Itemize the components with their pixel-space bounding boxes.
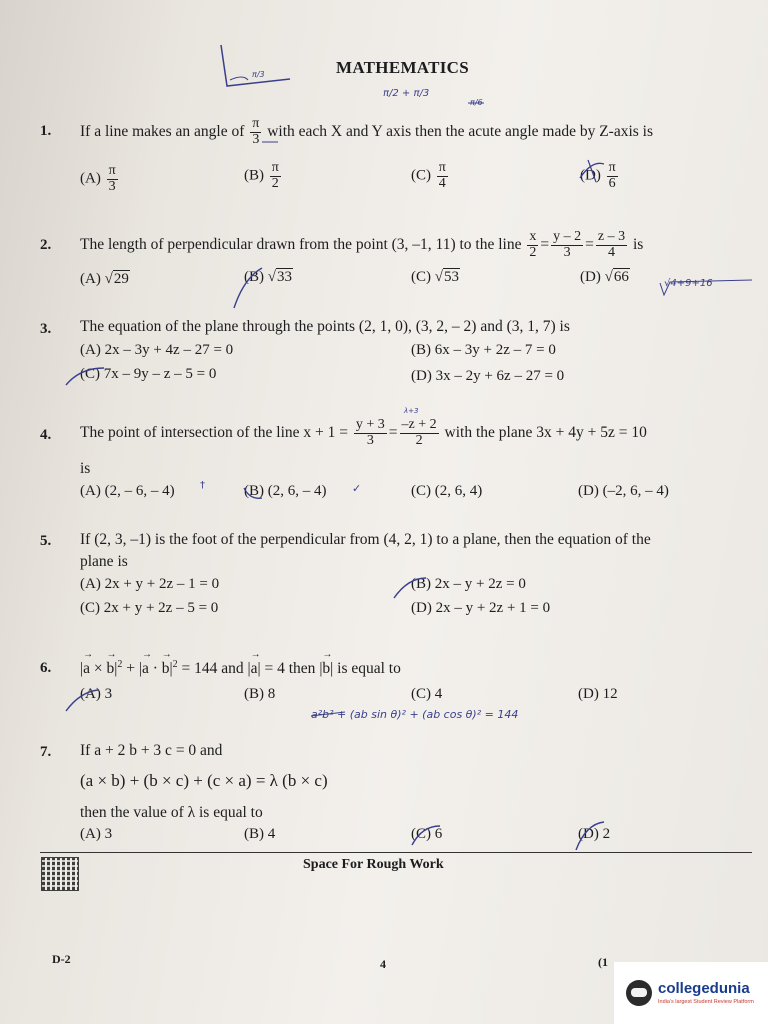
brand-tagline: India's largest Student Review Platform — [658, 999, 754, 1005]
handwritten-note: π/3 — [252, 70, 265, 79]
fraction-denominator: 4 — [438, 175, 446, 191]
option-text: 3x – 2y + 6z – 27 = 0 — [435, 368, 565, 384]
handwritten-note: π/6 — [470, 98, 483, 107]
question-text: |→ a × → $b|^2$ + |→ a · → $b|^2 = 144$ and |→ a| = 4 then |→ b| is equal to — [80, 659, 401, 678]
option-label: (B) — [244, 826, 264, 842]
question-text-line-2: is — [80, 460, 91, 477]
option-text: 6x – 3y + 2z – 7 = 0 — [434, 342, 556, 358]
question-text-part: is — [632, 235, 644, 253]
option-text: 6 — [434, 826, 443, 842]
option-text: 3 — [104, 686, 113, 702]
option-label: (B) — [411, 342, 431, 358]
option-label: (D) — [580, 269, 601, 285]
option-text: 2x – y + 2z = 0 — [434, 576, 526, 592]
question-number: 7. — [40, 744, 52, 760]
option-label: (A) — [80, 342, 101, 358]
question-text-part: is equal to — [337, 660, 401, 678]
page-number: 4 — [380, 957, 386, 971]
fraction-denominator: 2 — [271, 175, 279, 191]
option-label: (A) — [80, 686, 101, 702]
fraction-numerator: π — [271, 160, 279, 175]
question-text: If a + 2 b + 3 c = 0 and — [80, 742, 223, 759]
fraction-denominator: 3 — [366, 432, 374, 448]
option-label: (A) — [80, 576, 101, 592]
option-text: 2x + y + 2z – 5 = 0 — [103, 600, 219, 616]
option-label: (D) — [411, 368, 432, 384]
question-text: The equation of the plane through the points (2, 1, 0), (3, 2, – 2) and (3, 1, 7) is — [80, 318, 570, 335]
question-text: If (2, 3, –1) is the foot of the perpendicular from (4, 2, 1) to a plane, then the equation of the — [80, 531, 651, 548]
option-label: (A) — [80, 483, 101, 499]
option-text: 4 — [434, 686, 443, 702]
option-label: (C) — [411, 269, 431, 285]
question-text-part: The point of intersection of the line x + 1 = — [80, 423, 349, 441]
option-label: (D) — [580, 167, 601, 184]
square-root: √33 — [267, 269, 292, 285]
collegedunia-logo-icon — [626, 980, 652, 1006]
fraction-numerator: y + 3 — [355, 417, 385, 432]
option-text: (2, – 6, – 4) — [104, 483, 175, 499]
brand-name: collegedunia — [658, 980, 750, 997]
option-label: (D) — [578, 686, 599, 702]
option-text: 2x – 3y + 4z – 27 = 0 — [104, 342, 234, 358]
square-root: √66 — [604, 269, 629, 285]
option-text: 2x – y + 2z + 1 = 0 — [435, 600, 551, 616]
option-text: (2, 6, – 4) — [267, 483, 327, 499]
question-text: The point of intersection of the line x + 1 = $\frac{y + 3}{3}$ = $\frac{-z + 2}{2}$ with the plane 3x + 4y + 5z = 10 — [80, 417, 647, 448]
booklet-code: D-2 — [52, 952, 71, 966]
option-text: 2x + y + 2z – 1 = 0 — [104, 576, 220, 592]
option-label: (C) — [411, 483, 431, 499]
radicand: 29 — [113, 271, 129, 287]
fraction-numerator: x — [529, 229, 537, 244]
square-root: √53 — [434, 269, 459, 285]
radicand: 33 — [276, 269, 292, 285]
divider — [40, 852, 752, 853]
paper-code: (1 — [598, 955, 608, 969]
question-text-part: = 144 and — [181, 660, 244, 678]
question-text-line-2: plane is — [80, 553, 128, 570]
option-text: 4 — [267, 826, 276, 842]
fraction-numerator: π — [108, 163, 116, 178]
option-text: 7x – 9y – z – 5 = 0 — [103, 366, 217, 382]
question-number: 4. — [40, 427, 52, 443]
square-root: √29 — [104, 271, 129, 287]
fraction-numerator: –z + 2 — [401, 417, 437, 432]
question-number: 1. — [40, 123, 52, 139]
brand-watermark — [614, 962, 768, 1024]
option-text: 2 — [602, 826, 611, 842]
question-text: The length of perpendicular drawn from the point (3, –1, 11) to the line $\frac{x}{2}$ = $\frac{y - 2}{3}$ = $\frac{z - 3}{4}$ is — [80, 229, 644, 260]
fraction-numerator: π — [438, 160, 446, 175]
option-label: (C) — [411, 686, 431, 702]
fraction-denominator: 3 — [252, 131, 260, 147]
option-label: (B) — [411, 576, 431, 592]
page-title: MATHEMATICS — [336, 58, 470, 77]
handwritten-note: a²b² + (ab sin θ)² + (ab cos θ)² = 144 — [311, 708, 519, 721]
question-text-part: with the plane 3x + 4y + 5z = 10 — [444, 423, 647, 441]
option-label: (B) — [244, 269, 264, 285]
fraction-denominator: 4 — [607, 244, 615, 260]
fraction-numerator: z – 3 — [597, 229, 626, 244]
rough-work-label: Space For Rough Work — [303, 857, 444, 872]
option-text: 8 — [267, 686, 276, 702]
option-label: (A) — [80, 271, 101, 287]
fraction-numerator: π — [608, 160, 616, 175]
handwritten-note: λ+3 — [404, 407, 419, 415]
option-label: (B) — [244, 483, 264, 499]
question-number: 2. — [40, 237, 52, 253]
question-text-part: with each X and Y axis then the acute angle made by Z-axis is — [267, 122, 654, 140]
fraction-denominator: 6 — [608, 175, 616, 191]
question-number: 5. — [40, 533, 52, 549]
question-number: 3. — [40, 321, 52, 337]
question-text-part: The length of perpendicular drawn from the point (3, –1, 11) to the line — [80, 235, 522, 253]
question-text-part: If a line makes an angle of — [80, 122, 245, 140]
question-equation: (a × b) + (b × c) + (c × a) = λ (b × c) — [80, 771, 328, 790]
option-label: (D) — [578, 826, 599, 842]
option-text: (–2, 6, – 4) — [602, 483, 669, 499]
radicand: 53 — [443, 269, 459, 285]
option-label: (D) — [578, 483, 599, 499]
handwritten-note: π/2 + π/3 — [383, 88, 430, 99]
radicand: 66 — [613, 269, 629, 285]
option-label: (C) — [411, 826, 431, 842]
option-text: 12 — [602, 686, 618, 702]
option-label: (B) — [244, 167, 264, 184]
option-text: (2, 6, 4) — [434, 483, 483, 499]
fraction-numerator: π — [252, 116, 260, 131]
option-text: 3 — [104, 826, 113, 842]
fraction-denominator: 3 — [108, 178, 116, 194]
check-mark-icon: ✓ — [352, 482, 362, 495]
option-label: (B) — [244, 686, 264, 702]
fraction-denominator: 2 — [529, 244, 537, 260]
option-label: (C) — [411, 167, 431, 184]
handwritten-note: √4+9+16 — [664, 278, 713, 289]
question-number: 6. — [40, 660, 52, 676]
check-mark-icon: † — [200, 480, 205, 491]
fraction-numerator: y – 2 — [553, 229, 582, 244]
fraction-denominator: 3 — [563, 244, 571, 260]
option-label: (C) — [80, 600, 100, 616]
option-label: (C) — [80, 366, 100, 382]
question-text-line-3: then the value of λ is equal to — [80, 804, 263, 821]
barcode-icon — [42, 858, 78, 890]
fraction-denominator: 2 — [415, 432, 423, 448]
question-text-part: = 4 then — [264, 660, 316, 678]
option-label: (A) — [80, 170, 101, 187]
option-label: (D) — [411, 600, 432, 616]
option-label: (A) — [80, 826, 101, 842]
